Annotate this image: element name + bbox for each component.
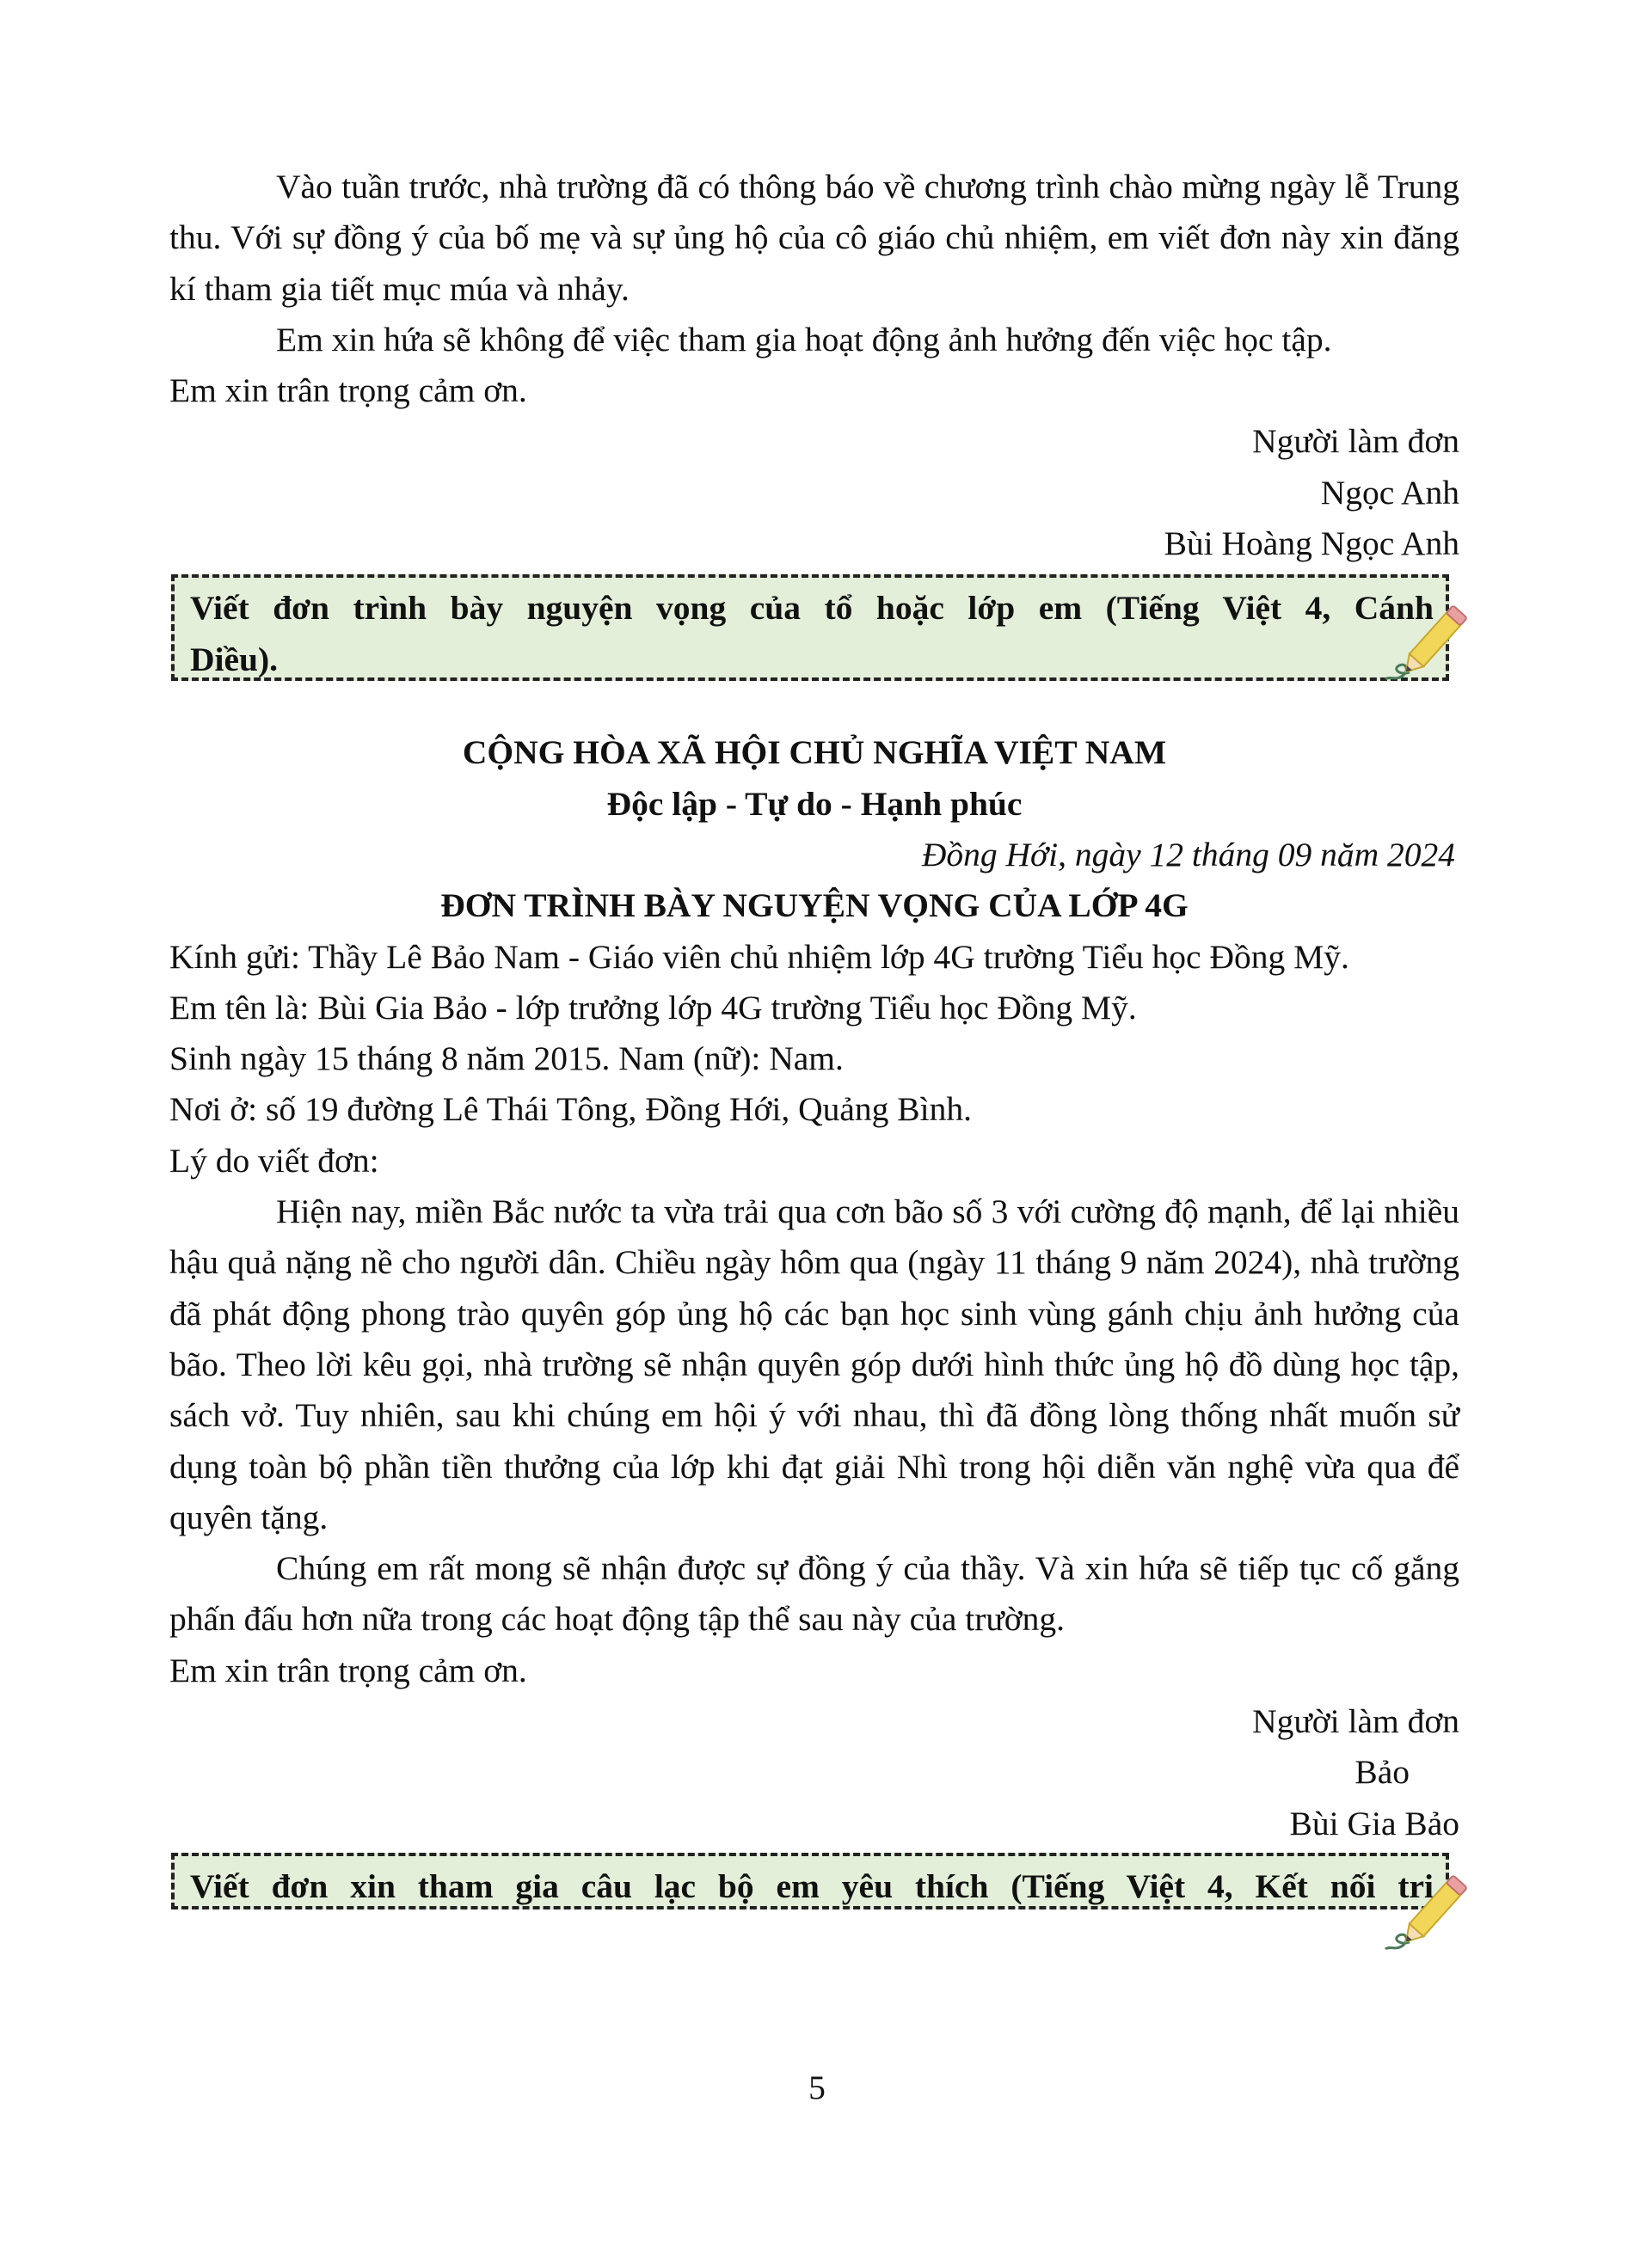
place-date: Đồng Hới, ngày 12 tháng 09 năm 2024 (921, 835, 1455, 873)
name-line: Em tên là: Bùi Gia Bảo - lớp trưởng lớp 4G trường Tiểu học Đồng Mỹ. (169, 988, 1137, 1027)
letter-title: ĐƠN TRÌNH BÀY NGUYỆN VỌNG CỦA LỚP 4G (440, 886, 1189, 925)
letter1-paragraph-1: Vào tuần trước, nhà trường đã có thông báo về chương trình chào mừng ngày lễ Trung thu. Với sự đồng ý của bố mẹ và sự ủng hộ của cô giáo chủ nhiệm, em viết đơn này xin đăng kí tham gia tiết mục múa và nhảy. (169, 168, 1459, 308)
page-content (169, 162, 1459, 1909)
national-title: CỘNG HÒA XÃ HỘI CHỦ NGHĨA VIỆT NAM (462, 733, 1167, 772)
task1-line2: Diều). (190, 640, 279, 678)
letter2-signature: Bảo (1354, 1753, 1410, 1792)
letter2-paragraph-2: Chúng em rất mong sẽ nhận được sự đồng ý của thầy. Và xin hứa sẽ tiếp tục cố gắng phấn đấu hơn nữa trong các hoạt động tập thể sau này của trường. (169, 1549, 1459, 1639)
page-number: 5 (808, 2069, 826, 2106)
task-heading-1 (171, 574, 1449, 681)
letter2-paragraph-1: Hiện nay, miền Bắc nước ta vừa trải qua cơn bão số 3 với cường độ mạnh, để lại nhiều hậu quả nặng nề cho người dân. Chiều ngày hôm qua (ngày 11 tháng 9 năm 2024), nhà trường đã phát động phong trào quyên góp ủng hộ các bạn học sinh vùng gánh chịu ảnh hưởng của bão. Theo lời kêu gọi, nhà trường sẽ nhận quyên góp dưới hình thức ủng hộ đồ dùng học tập, sách vở. Tuy nhiên, sau khi chúng em hội ý với nhau, thì đã đồng lòng thống nhất muốn sử dụng toàn bộ phần tiền thưởng của lớp khi đạt giải Nhì trong hội diễn văn nghệ vừa qua để quyên tặng. (169, 1192, 1459, 1536)
letter2-full-name: Bùi Gia Bảo (1289, 1804, 1459, 1842)
letter1-paragraph-2: Em xin hứa sẽ không để việc tham gia hoạt động ảnh hưởng đến việc học tập. (276, 320, 1332, 359)
pencil-icon (1384, 1856, 1487, 1959)
letter1-thanks: Em xin trân trọng cảm ơn. (169, 371, 527, 410)
letter1-signature: Ngọc Anh (1320, 473, 1459, 512)
address-line: Nơi ở: số 19 đường Lê Thái Tông, Đồng Hới, Quảng Bình. (169, 1090, 972, 1129)
reason-label: Lý do viết đơn: (169, 1141, 379, 1180)
pencil-icon (1384, 586, 1487, 690)
national-motto: Độc lập - Tự do - Hạnh phúc (606, 784, 1023, 823)
task2-line1: Viết đơn xin tham gia câu lạc bộ em yêu thích (Tiếng Việt 4, Kết nối tri (190, 1867, 1434, 1905)
birth-line: Sinh ngày 15 tháng 8 năm 2015. Nam (nữ): Nam. (169, 1039, 844, 1078)
letter1-signer-title: Người làm đơn (1252, 422, 1459, 461)
task1-line1: Viết đơn trình bày nguyện vọng của tổ hoặc lớp em (Tiếng Việt 4, Cánh (190, 589, 1434, 628)
letter2-thanks: Em xin trân trọng cảm ơn. (169, 1651, 527, 1689)
letter1-full-name: Bùi Hoàng Ngọc Anh (1164, 524, 1459, 563)
letter2-signer-title: Người làm đơn (1252, 1702, 1459, 1741)
task-heading-2 (171, 1853, 1449, 1909)
addressee-line: Kính gửi: Thầy Lê Bảo Nam - Giáo viên chủ nhiệm lớp 4G trường Tiểu học Đồng Mỹ. (169, 937, 1349, 976)
